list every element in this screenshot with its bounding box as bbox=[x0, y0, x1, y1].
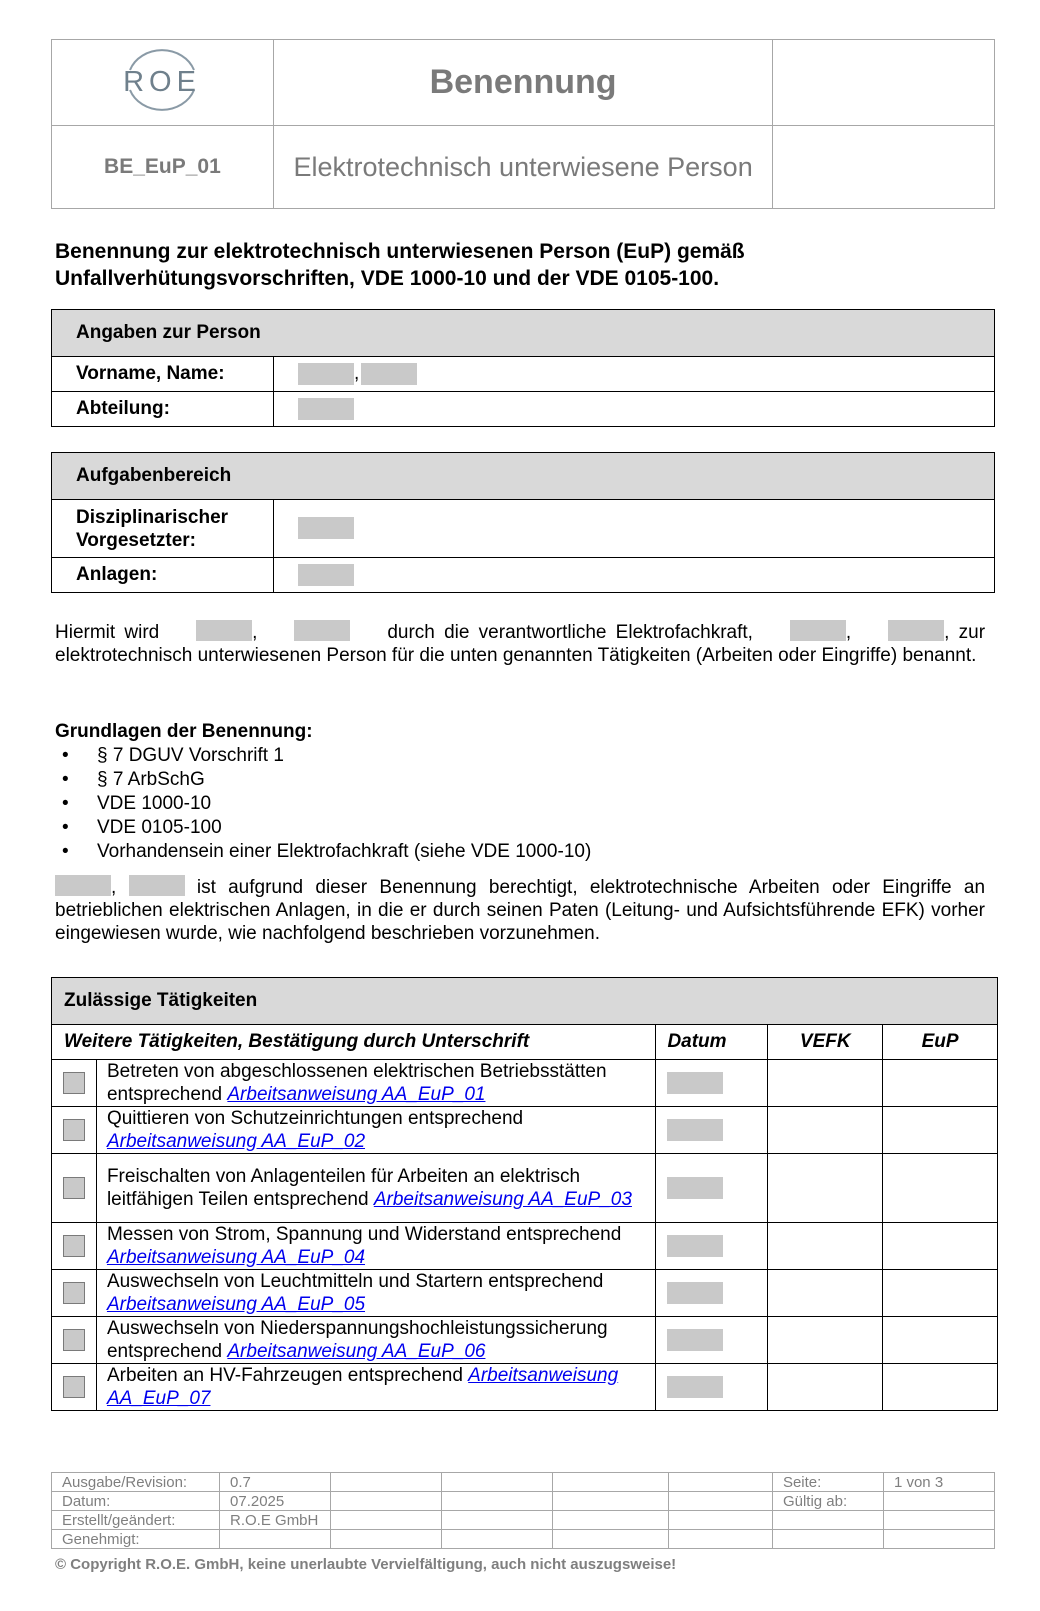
header-blank-cell bbox=[773, 40, 995, 126]
redacted-lastname bbox=[294, 620, 350, 641]
activity-date[interactable] bbox=[656, 1317, 768, 1364]
activity-date[interactable] bbox=[656, 1364, 768, 1411]
activity-date[interactable] bbox=[656, 1107, 768, 1154]
vefk-signature[interactable] bbox=[768, 1107, 883, 1154]
redacted-department bbox=[298, 398, 354, 420]
eup-signature[interactable] bbox=[883, 1223, 998, 1270]
plants-label: Anlagen: bbox=[52, 558, 274, 593]
eup-signature[interactable] bbox=[883, 1060, 998, 1107]
activity-date[interactable] bbox=[656, 1060, 768, 1107]
redacted-firstname bbox=[298, 363, 354, 385]
date-label: Datum: bbox=[52, 1492, 220, 1511]
activity-link[interactable]: Arbeitsanweisung AA_EuP_03 bbox=[373, 1189, 632, 1210]
redacted-lastname bbox=[129, 875, 185, 896]
eup-signature[interactable] bbox=[883, 1364, 998, 1411]
basis-title: Grundlagen der Benennung: bbox=[55, 721, 313, 742]
authorization-paragraph: , ist aufgrund dieser Benennung berechtigt, elektrotechnische Arbeiten oder Eingriffe an betrieblichen elektrischen Anlagen, in die er durch seinen Paten (Leitung- und Aufsichtsführende EFK) vorher eingewiesen wurde, wie nachfolgend beschrieben vorzunehmen. bbox=[55, 877, 986, 944]
activity-link[interactable]: Arbeitsanweisung AA_EuP_01 bbox=[227, 1084, 486, 1105]
activity-text: Betreten von abgeschlossenen elektrischen Betriebsstätten entsprechend bbox=[106, 1061, 607, 1105]
activity-description bbox=[96, 1223, 656, 1270]
footer-table bbox=[51, 1472, 995, 1549]
activity-row bbox=[52, 1270, 998, 1317]
activity-checkbox[interactable] bbox=[63, 1072, 85, 1094]
redacted-date bbox=[667, 1119, 723, 1141]
basis-item: • VDE 1000-10 bbox=[55, 792, 591, 816]
basis-item: • § 7 DGUV Vorschrift 1 bbox=[55, 744, 591, 768]
basis-item: • Vorhandensein einer Elektrofachkraft (siehe VDE 1000-10) bbox=[55, 840, 591, 864]
document-title: Benennung bbox=[273, 40, 773, 126]
activity-text: Auswechseln von Leuchtmitteln und Startern entsprechend bbox=[106, 1271, 604, 1292]
redacted-date bbox=[667, 1376, 723, 1398]
activity-text: Quittieren von Schutzeinrichtungen entsprechend bbox=[106, 1108, 524, 1129]
redacted-lastname bbox=[361, 363, 417, 385]
activity-row bbox=[52, 1223, 998, 1270]
redacted-efk-lastname bbox=[888, 620, 944, 641]
vefk-signature[interactable] bbox=[768, 1364, 883, 1411]
activity-checkbox[interactable] bbox=[63, 1282, 85, 1304]
redacted-supervisor bbox=[298, 517, 354, 539]
eup-signature[interactable] bbox=[883, 1317, 998, 1364]
activity-checkbox[interactable] bbox=[63, 1329, 85, 1351]
name-value[interactable]: , bbox=[274, 357, 995, 392]
created-label: Erstellt/geändert: bbox=[52, 1511, 220, 1530]
activity-checkbox-cell bbox=[52, 1317, 97, 1364]
activity-description bbox=[96, 1154, 656, 1223]
col-date-header: Datum bbox=[656, 1025, 768, 1060]
redacted-plants bbox=[298, 564, 354, 586]
revision-label: Ausgabe/Revision: bbox=[52, 1473, 220, 1492]
valid-label: Gültig ab: bbox=[772, 1492, 883, 1511]
activity-link[interactable]: Arbeitsanweisung AA_EuP_02 bbox=[106, 1131, 366, 1152]
header-blank-cell bbox=[773, 126, 995, 209]
copyright-notice: © Copyright R.O.E. GmbH, keine unerlaubte Vervielfältigung, auch nicht auszugsweise! bbox=[55, 1556, 677, 1573]
vefk-signature[interactable] bbox=[768, 1223, 883, 1270]
vefk-signature[interactable] bbox=[768, 1060, 883, 1107]
col-task-header: Weitere Tätigkeiten, Bestätigung durch Unterschrift bbox=[52, 1025, 656, 1060]
activity-description bbox=[96, 1270, 656, 1317]
name-label: Vorname, Name: bbox=[52, 357, 274, 392]
activity-description bbox=[96, 1364, 656, 1411]
activity-link[interactable]: Arbeitsanweisung AA_EuP_07 bbox=[106, 1365, 619, 1409]
dept-value[interactable] bbox=[274, 392, 995, 427]
activity-date[interactable] bbox=[656, 1154, 768, 1223]
activity-checkbox[interactable] bbox=[63, 1235, 85, 1257]
basis-item: • § 7 ArbSchG bbox=[55, 768, 591, 792]
redacted-firstname bbox=[196, 620, 252, 641]
document-subtitle: Elektrotechnisch unterwiesene Person bbox=[273, 126, 773, 209]
document-code: BE_EuP_01 bbox=[52, 126, 274, 209]
activity-checkbox[interactable] bbox=[63, 1119, 85, 1141]
created-value: R.O.E GmbH bbox=[220, 1511, 331, 1530]
activity-description bbox=[96, 1317, 656, 1364]
redacted-date bbox=[667, 1072, 723, 1094]
redacted-date bbox=[667, 1329, 723, 1351]
activity-description bbox=[96, 1060, 656, 1107]
activity-checkbox-cell bbox=[52, 1060, 97, 1107]
activity-checkbox[interactable] bbox=[63, 1177, 85, 1199]
activity-row bbox=[52, 1364, 998, 1411]
activity-text: Arbeiten an HV-Fahrzeugen entsprechend bbox=[106, 1365, 463, 1386]
page-label: Seite: bbox=[772, 1473, 883, 1492]
redacted-date bbox=[667, 1177, 723, 1199]
redacted-firstname bbox=[55, 875, 111, 896]
vefk-signature[interactable] bbox=[768, 1270, 883, 1317]
activity-checkbox[interactable] bbox=[63, 1376, 85, 1398]
redacted-date bbox=[667, 1235, 723, 1257]
redacted-date bbox=[667, 1282, 723, 1304]
activity-text: Messen von Strom, Spannung und Widerstand entsprechend bbox=[106, 1224, 622, 1245]
person-table bbox=[51, 309, 995, 427]
activity-checkbox-cell bbox=[52, 1107, 97, 1154]
intro-paragraph: Hiermit wird , durch die verantwortliche Elektrofachkraft, , , zur elektrotechnisch unterwiesenen Person für die unten genannten Tätigkeiten (Arbeiten oder Eingriffe) benannt. bbox=[55, 622, 986, 666]
document-header bbox=[51, 39, 995, 209]
logo-text: ROE bbox=[123, 66, 202, 98]
activity-link[interactable]: Arbeitsanweisung AA_EuP_04 bbox=[106, 1247, 366, 1268]
activity-row bbox=[52, 1317, 998, 1364]
activity-row bbox=[52, 1107, 998, 1154]
basis-item: • VDE 0105-100 bbox=[55, 816, 591, 840]
activity-link[interactable]: Arbeitsanweisung AA_EuP_05 bbox=[106, 1294, 366, 1315]
page-heading: Benennung zur elektrotechnisch unterwiesenen Person (EuP) gemäß Unfallverhütungsvorschriften, VDE 1000-10 und der VDE 0105-100. bbox=[55, 240, 745, 290]
activity-checkbox-cell bbox=[52, 1364, 97, 1411]
activity-date[interactable] bbox=[656, 1270, 768, 1317]
dept-label: Abteilung: bbox=[52, 392, 274, 427]
supervisor-label: Disziplinarischer Vorgesetzter: bbox=[52, 500, 274, 558]
redacted-efk-firstname bbox=[790, 620, 846, 641]
activity-description bbox=[96, 1107, 656, 1154]
col-vefk-header: VEFK bbox=[768, 1025, 883, 1060]
vefk-signature[interactable] bbox=[768, 1154, 883, 1223]
task-area-table bbox=[51, 452, 995, 593]
supervisor-value[interactable] bbox=[274, 500, 995, 558]
activity-date[interactable] bbox=[656, 1223, 768, 1270]
activity-text: Auswechseln von Niederspannungshochleistungssicherung entsprechend bbox=[106, 1318, 608, 1362]
activities-section-title: Zulässige Tätigkeiten bbox=[52, 978, 998, 1025]
eup-signature[interactable] bbox=[883, 1107, 998, 1154]
plants-value[interactable] bbox=[274, 558, 995, 593]
eup-signature[interactable] bbox=[883, 1270, 998, 1317]
logo-cell bbox=[52, 40, 274, 126]
basis-list bbox=[55, 744, 591, 864]
activity-text: Freischalten von Anlagenteilen für Arbeiten an elektrisch leitfähigen Teilen entsprechend bbox=[106, 1166, 581, 1210]
activity-checkbox-cell bbox=[52, 1270, 97, 1317]
activity-checkbox-cell bbox=[52, 1223, 97, 1270]
page-value: 1 von 3 bbox=[883, 1473, 994, 1492]
eup-signature[interactable] bbox=[883, 1154, 998, 1223]
date-value: 07.2025 bbox=[220, 1492, 331, 1511]
roe-logo bbox=[112, 40, 212, 120]
activity-link[interactable]: Arbeitsanweisung AA_EuP_06 bbox=[227, 1341, 486, 1362]
vefk-signature[interactable] bbox=[768, 1317, 883, 1364]
person-section-title: Angaben zur Person bbox=[52, 310, 995, 357]
approved-label: Genehmigt: bbox=[52, 1530, 220, 1549]
activity-row bbox=[52, 1060, 998, 1107]
activity-row bbox=[52, 1154, 998, 1223]
revision-value: 0.7 bbox=[220, 1473, 331, 1492]
activity-checkbox-cell bbox=[52, 1154, 97, 1223]
col-eup-header: EuP bbox=[883, 1025, 998, 1060]
activities-table bbox=[51, 977, 998, 1411]
task-area-section-title: Aufgabenbereich bbox=[52, 453, 995, 500]
